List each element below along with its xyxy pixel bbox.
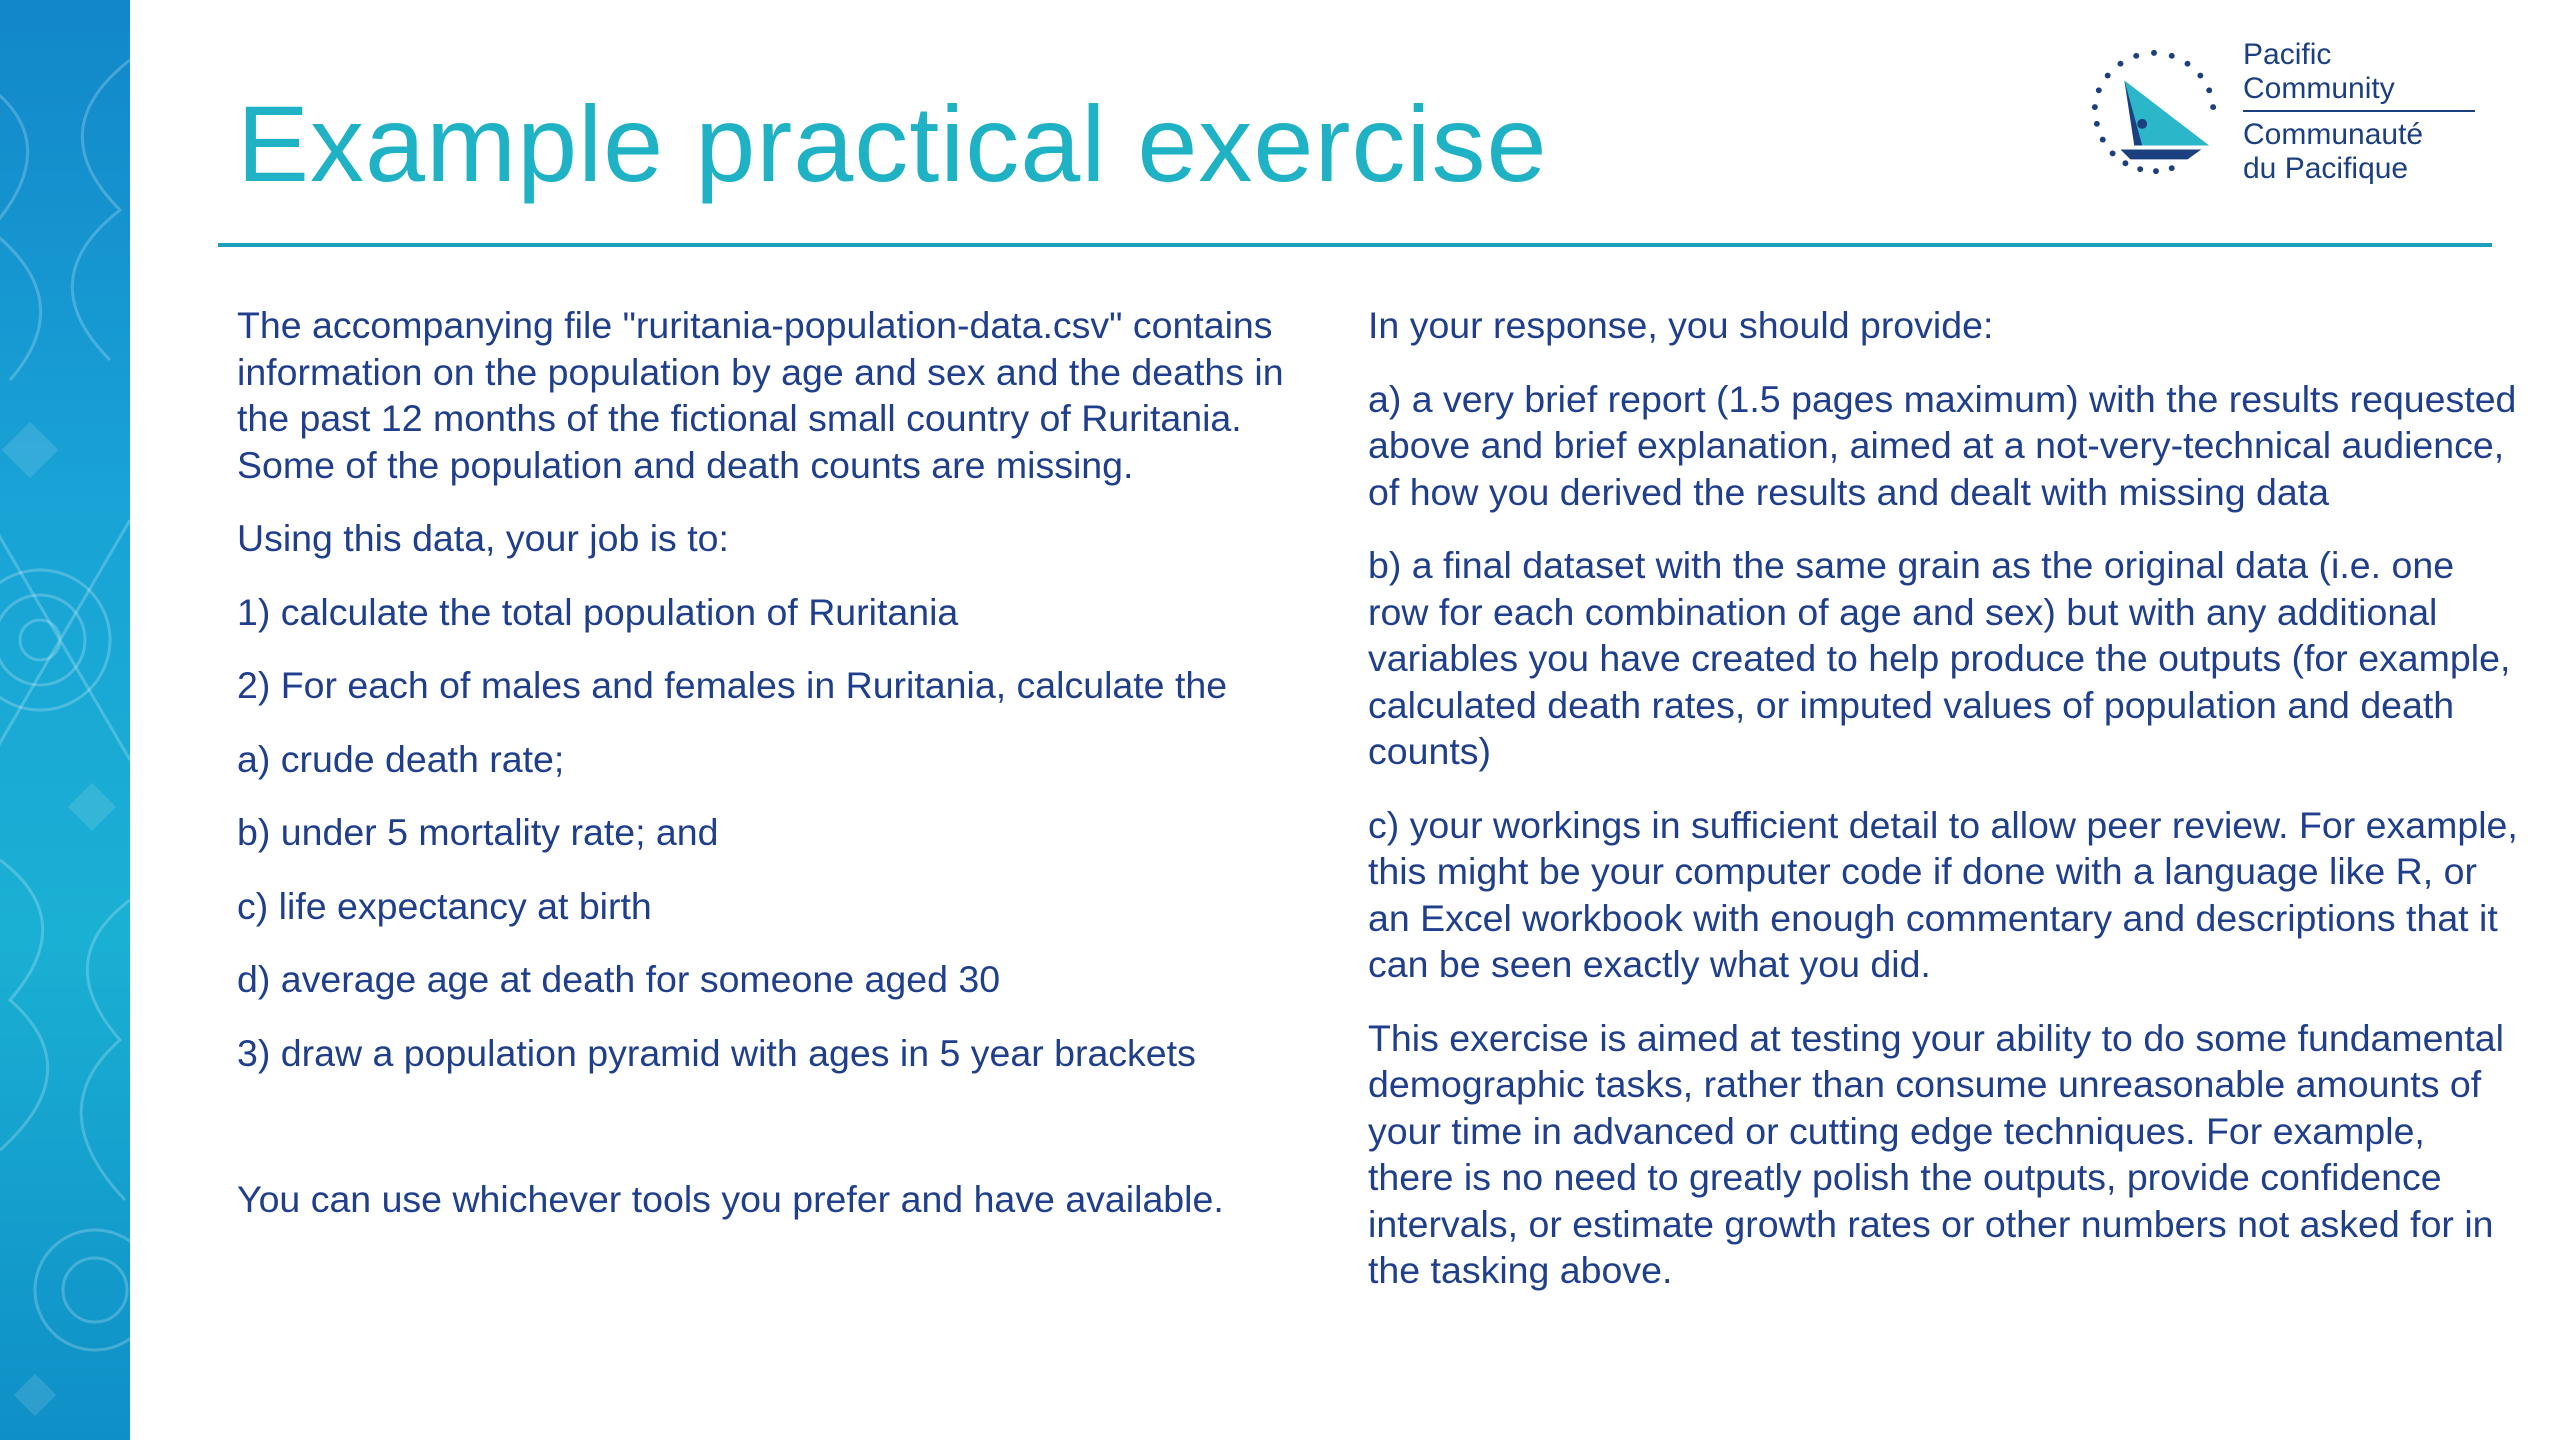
tapa-pattern-graphic (0, 0, 130, 1440)
task-item-2d: d) average age at death for someone aged 30 (237, 958, 1001, 1000)
task-item-2b: b) under 5 mortality rate; and (237, 811, 719, 853)
decorative-side-band (0, 0, 130, 1440)
closing-paragraph: This exercise is aimed at testing your ability to do some fundamental demographic tasks, rather than consume unreasonable amounts of your time in advanced or cutting edge techniques. For example, there is no need to greatly polish the outputs, provide confidence intervals, or estimate growth rates or other numbers not asked for in the tasking above. (1368, 1016, 2504, 1291)
logo-emblem-icon (2085, 43, 2223, 181)
right-text-column (1368, 302, 2518, 1321)
logo-name-en-line1: Pacific (2243, 38, 2332, 71)
task-item-3: 3) draw a population pyramid with ages in 5 year brackets (237, 1031, 1196, 1074)
task-item-2c: c) life expectancy at birth (237, 884, 652, 927)
response-item-c: c) your workings in sufficient detail to allow peer review. For example, this might be your computer code if done with a language like R, or an Excel workbook with enough commentary and descriptions that it can be seen exactly what you did. (1368, 803, 2518, 985)
intro-paragraph: The accompanying file "ruritania-population-data.csv" contains information on the population by age and sex and the deaths in the past 12 months of the fictional small country of Ruritania. Some of the population and death counts are missing. (237, 304, 1284, 486)
paragraph-spacer (237, 1103, 1327, 1176)
left-text-column (237, 302, 1327, 1250)
logo-name-fr-line1: Communauté (2243, 118, 2424, 151)
title-divider (218, 243, 2492, 247)
logo-name-fr-line2: du Pacifique (2243, 152, 2409, 185)
task-item-2: 2) For each of males and females in Ruritania, calculate the (237, 664, 1228, 706)
response-lead: In your response, you should provide: (1368, 304, 1994, 346)
response-item-b: b) a final dataset with the same grain as the original data (i.e. one row for each combination of age and sex) but with any additional variables you have created to help produce the outputs (for example, calculated death rates, or imputed values of population and death counts) (1368, 544, 2511, 772)
task-item-1: 1) calculate the total population of Ruritania (237, 590, 959, 633)
logo-name-en-line2: Community (2243, 72, 2475, 112)
slide-title: Example practical exercise (237, 83, 1548, 204)
pacific-community-logo (2085, 38, 2475, 188)
response-item-a: a) a very brief report (1.5 pages maximum) with the results requested above and brief explanation, aimed at a not-very-technical audience, of how you derived the results and dealt with missing data (1368, 377, 2517, 513)
task-item-2a: a) crude death rate; (237, 737, 565, 780)
task-lead: Using this data, your job is to: (237, 517, 729, 559)
tools-note: You can use whichever tools you prefer and have available. (237, 1178, 1224, 1220)
